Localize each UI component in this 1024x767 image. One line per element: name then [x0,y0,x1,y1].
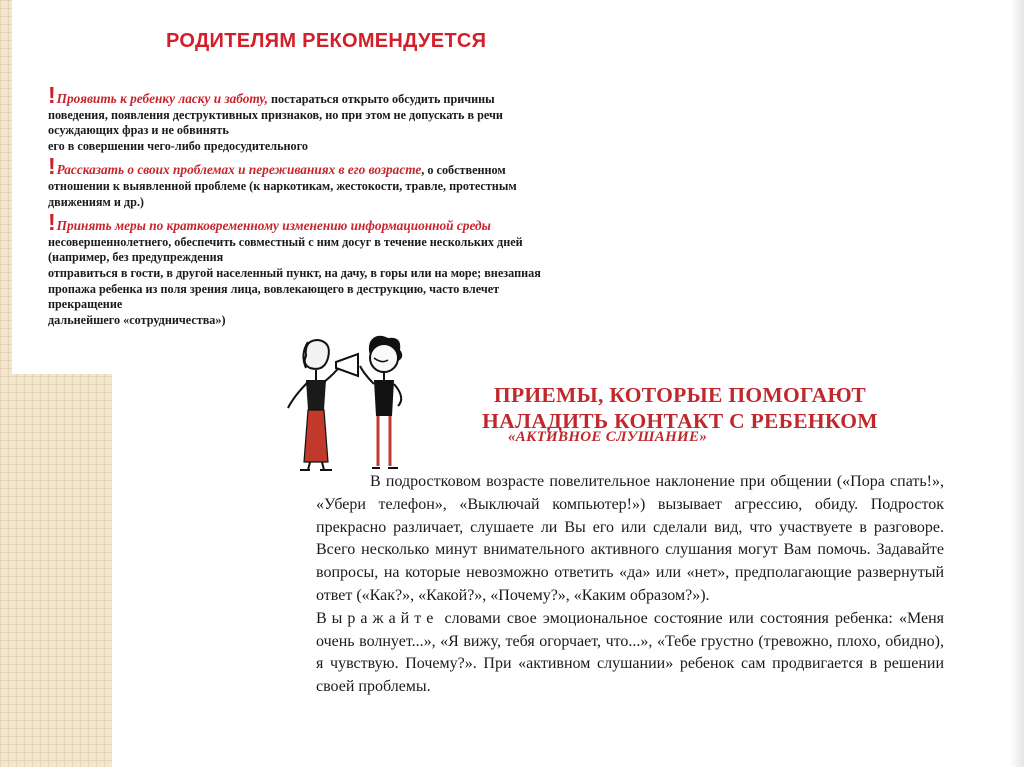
recommendation-highlight: Проявить к ребенку ласку и заботу, [56,91,268,106]
recommendation-text: постараться открыто обсудить причины [267,92,495,106]
recommendation-text: отправиться в гости, в другой населенный пункт, на дачу, в горы или на море; внезапная [48,265,541,280]
recommendation-text: его в совершении чего-либо предосудительного [48,138,308,153]
paragraph-text: словами свое эмоциональное состояние или состояния ребенка: «Меня очень волнует...», «Я вижу, тебя огорчает, что...», «Тебе грустно (тревожно, плохо, обидно), я чувствую. Почему?». При «активном слушании» ребенок сам продвигается в решении своей проблемы. [316,609,944,696]
recommendation-item [48,209,618,328]
section-heading-line: НАЛАДИТЬ КОНТАКТ С РЕБЕНКОМ [482,409,878,433]
recommendation-text: , о собственном [421,163,506,178]
section-subtitle: «АКТИВНОЕ СЛУШАНИЕ» [508,429,708,445]
recommendations-title: РОДИТЕЛЯМ РЕКОМЕНДУЕТСЯ [166,30,487,52]
recommendation-text: движениям и др.) [48,194,144,209]
exclamation-mark: ! [48,153,56,180]
recommendation-text: осуждающих фраз и не обвинять [48,123,229,138]
recommendation-item [48,153,618,210]
exclamation-mark: ! [48,209,56,236]
woman-listening-through-megaphone-icon [280,334,425,474]
section-heading-line: ПРИЕМЫ, КОТОРЫЕ ПОМОГАЮТ [493,383,867,407]
recommendation-text: дальнейшего «сотрудничества») [48,312,226,327]
recommendation-highlight: Принять меры по кратковременному изменению информационной среды [56,218,491,234]
body-text [316,471,944,699]
emphasized-word: Выражайте [316,609,439,627]
recommendation-text: (например, без предупреждения [48,250,224,265]
recommendation-text: прекращение [48,297,123,312]
recommendation-text: отношении к выявленной проблеме (к наркотикам, жестокости, травле, протестным [48,178,517,193]
slide-edge-shadow [1010,0,1024,767]
recommendations-list [48,82,618,328]
paragraph [316,608,944,699]
recommendation-text: поведения, появления деструктивных признаков, но при этом не допускать в речи [48,107,503,122]
recommendation-item [48,82,618,154]
paragraph: В подростковом возрасте повелительное наклонение при общении («Пора спать!», «Убери телефон», «Выключай компьютер!») вызывает агрессию, обиду. Подросток прекрасно различает, слушаете ли Вы его или сделали вид, что участвуете в разговоре. Всего несколько минут внимательного активного слушания могут Вам помочь. Задавайте вопросы, на которые невозможно ответить «да» или «нет», предполагающие развернутый ответ («Как?», «Какой?», «Почему?», «Каким образом?»). [316,473,944,604]
recommendation-text: несовершеннолетнего, обеспечить совместный с ним досуг в течение нескольких дней [48,234,523,249]
recommendation-highlight: Рассказать о своих проблемах и переживаниях в его возрасте [56,162,422,178]
exclamation-mark: ! [48,82,56,108]
recommendation-text: пропажа ребенка из поля зрения лица, вовлекающего в деструкцию, часто влечет [48,281,500,296]
section-heading [470,382,890,434]
